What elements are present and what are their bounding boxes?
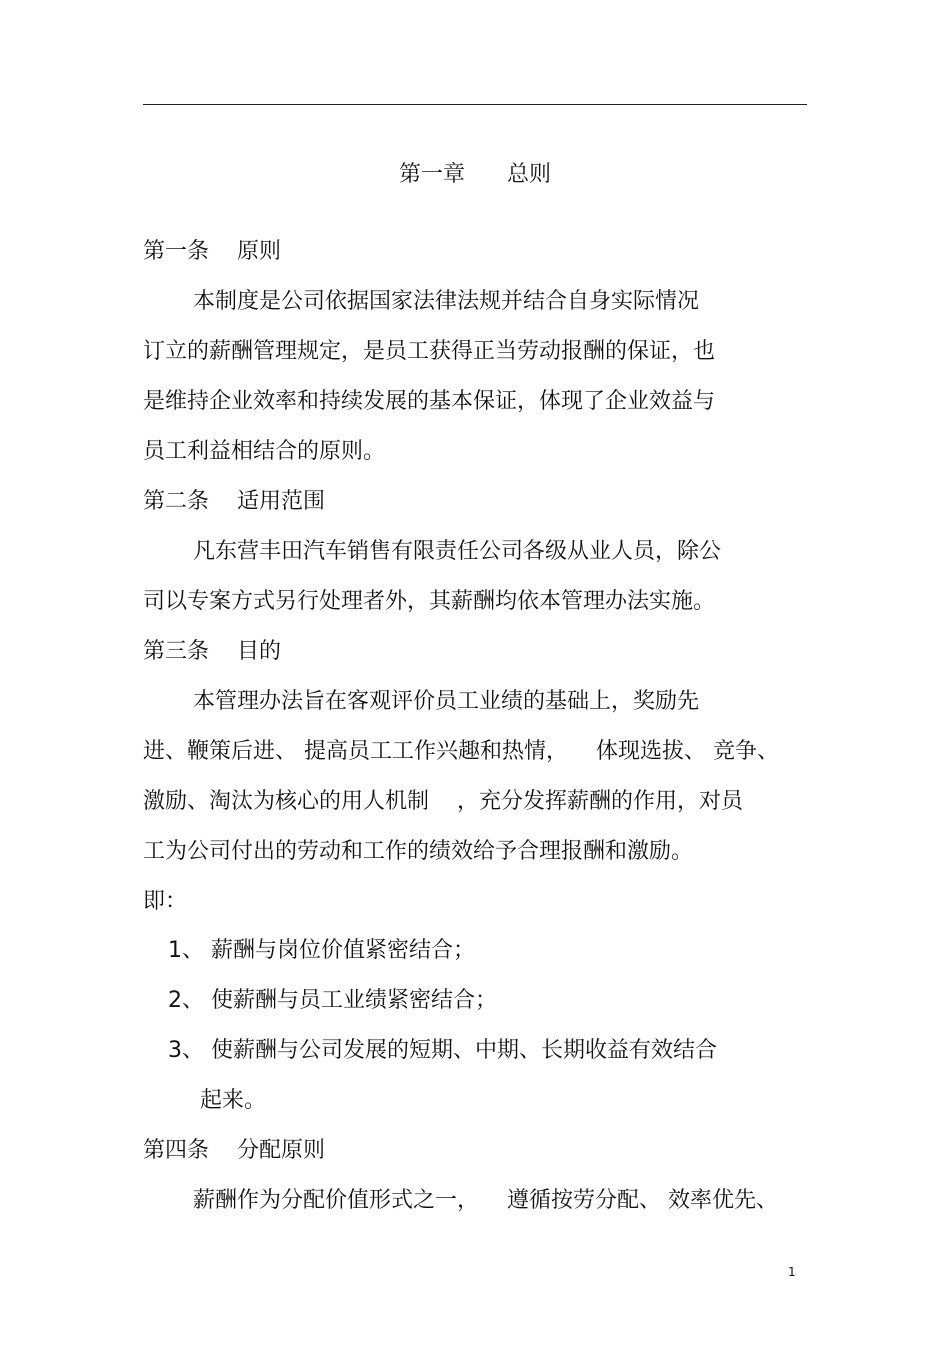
- article-3-line: 即：: [143, 889, 188, 914]
- article-3-line: 进、鞭策后进、 提高员工工作兴趣和热情， 体现选拔、 竞争、: [143, 739, 779, 764]
- list-item: 1、 薪酬与岗位价值紧密结合；: [168, 938, 475, 963]
- article-2-heading: 第二条 适用范围: [143, 489, 325, 514]
- list-item: 3、 使薪酬与公司发展的短期、中期、长期收益有效结合: [168, 1038, 717, 1063]
- list-item: 2、 使薪酬与员工业绩紧密结合；: [168, 988, 497, 1013]
- article-1-line: 订立的薪酬管理规定，是员工获得正当劳动报酬的保证，也: [143, 339, 716, 364]
- list-item-continuation: 起来。: [200, 1088, 267, 1113]
- chapter-title: 第一章 总则: [399, 162, 551, 187]
- page-number: 1: [788, 1265, 796, 1279]
- article-3-line: 激励、淘汰为核心的用人机制 ，充分发挥薪酬的作用，对员: [143, 789, 743, 814]
- article-1-line: 员工利益相结合的原则。: [143, 439, 386, 464]
- header-rule: [143, 104, 807, 105]
- article-4-line: 薪酬作为分配价值形式之一， 遵循按劳分配、 效率优先、: [193, 1188, 778, 1213]
- article-3-heading: 第三条 目的: [143, 639, 281, 664]
- article-3-line: 工为公司付出的劳动和工作的绩效给予合理报酬和激励。: [143, 839, 694, 864]
- article-1-heading: 第一条 原则: [143, 239, 281, 264]
- article-1-line: 是维持企业效率和持续发展的基本保证，体现了企业效益与: [143, 389, 716, 414]
- article-1-line: 本制度是公司依据国家法律法规并结合自身实际情况: [193, 289, 700, 314]
- article-2-line: 司以专案方式另行处理者外，其薪酬均依本管理办法实施。: [143, 589, 716, 614]
- article-2-line: 凡东营丰田汽车销售有限责任公司各级从业人员，除公: [193, 539, 722, 564]
- article-4-heading: 第四条 分配原则: [143, 1138, 325, 1163]
- article-3-line: 本管理办法旨在客观评价员工业绩的基础上，奖励先: [193, 689, 700, 714]
